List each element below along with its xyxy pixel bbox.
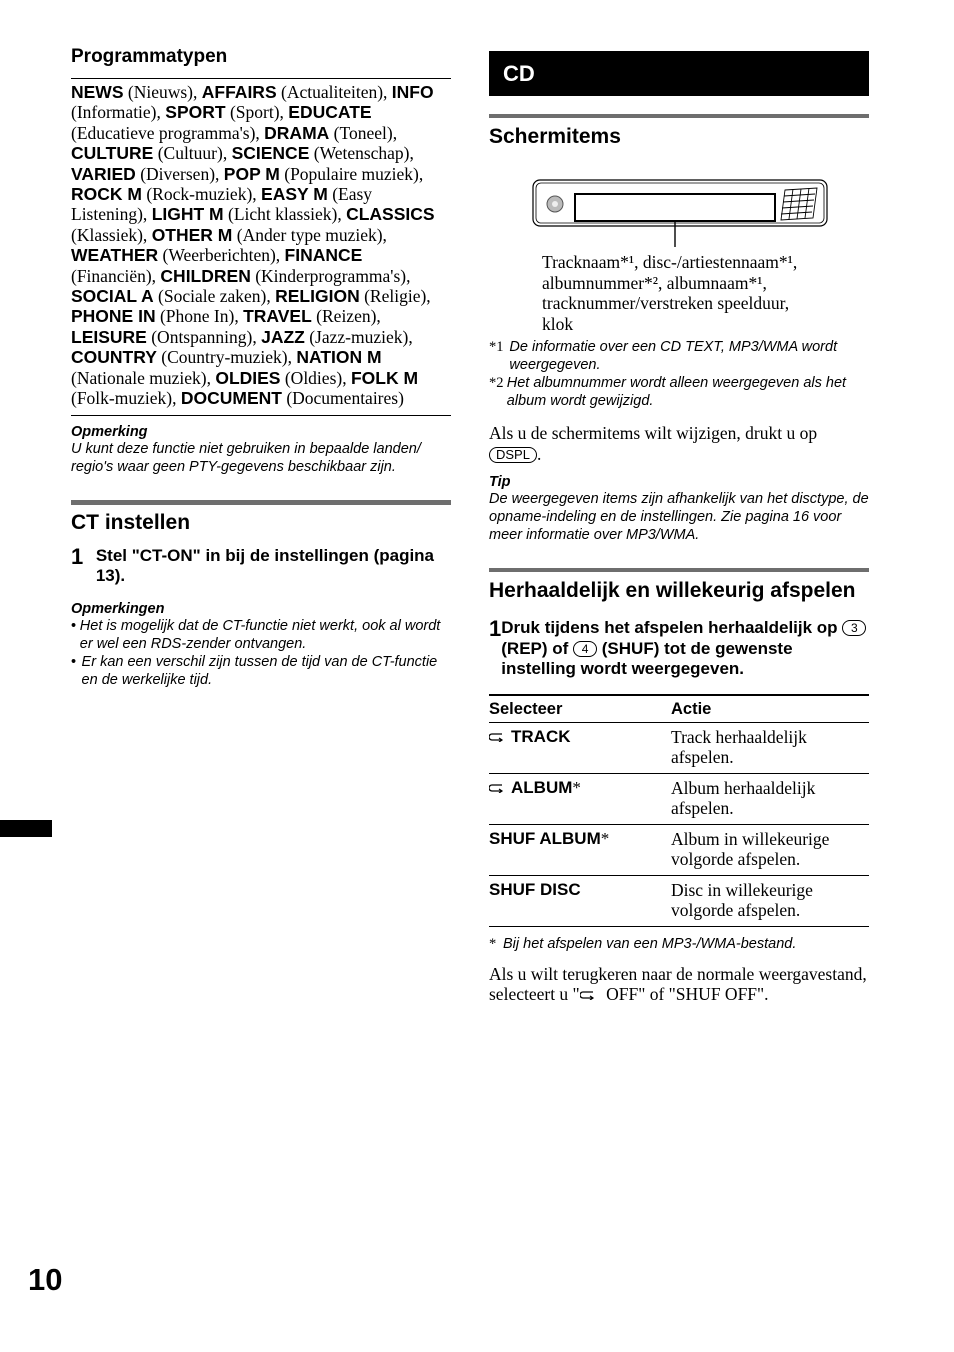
column-header: Selecteer xyxy=(489,695,671,723)
footnote-star: * xyxy=(572,777,581,797)
select-label: ALBUM xyxy=(511,777,573,797)
bullet-text: Het is mogelijk dat de CT-functie niet werkt, ook al wordt er wel een RDS-zender ontvangen. xyxy=(79,617,441,652)
table-footnote xyxy=(489,935,869,953)
bullet-icon: • xyxy=(71,653,77,670)
programme-code: OLDIES xyxy=(215,367,281,388)
cd-header-bar: CD xyxy=(489,51,869,96)
return-text: Als u wilt terugkeren naar de normale weergavestand, selecteert u " xyxy=(489,963,867,1004)
programme-code: RELIGION xyxy=(275,286,360,307)
button-4[interactable]: 4 xyxy=(573,641,597,657)
repeat-icon xyxy=(580,990,596,1000)
repeat-icon xyxy=(489,732,505,742)
action-cell: Disc in willekeurige volgorde afspelen. xyxy=(671,875,869,926)
select-cell xyxy=(489,824,671,875)
change-instruction xyxy=(489,423,869,464)
programme-code: NATION M xyxy=(296,347,382,368)
section-divider xyxy=(71,500,451,505)
programme-description: (Informatie), xyxy=(71,102,166,123)
programme-code: SOCIAL A xyxy=(71,286,154,307)
programme-description: (Wetenschap), xyxy=(309,143,414,164)
caption-line: Tracknaam*¹, disc-/artiestennaam*¹, xyxy=(542,252,798,272)
right-column xyxy=(489,51,869,1005)
programme-code: CULTURE xyxy=(71,143,154,164)
list-item xyxy=(71,617,451,653)
table-row xyxy=(489,824,869,875)
programme-description: (Ander type muziek), xyxy=(232,224,387,245)
bullet-icon: • xyxy=(71,617,77,634)
footnote-mark: *2 xyxy=(489,375,504,391)
programme-description: (Documentaires) xyxy=(281,388,404,409)
programme-description: (Nieuws), xyxy=(123,82,202,102)
step-text-part: (SHUF) tot de gewenste instelling wordt weergegeven. xyxy=(501,638,793,678)
select-label: SHUF ALBUM xyxy=(489,828,601,848)
programme-code: AFFAIRS xyxy=(201,82,277,102)
table-row xyxy=(489,773,869,824)
programme-code: ROCK M xyxy=(71,184,142,205)
programme-code: FOLK M xyxy=(350,367,419,388)
step-number: 1 xyxy=(71,543,84,569)
step-number: 1 xyxy=(489,616,502,641)
dspl-button[interactable]: DSPL xyxy=(489,447,537,463)
table-header-row xyxy=(489,695,869,723)
programme-description: (Sport), xyxy=(225,102,289,123)
column-header: Actie xyxy=(671,695,869,723)
bullet-text: Er kan een verschil zijn tussen de tijd van de CT-functie en de werkelijke tijd. xyxy=(81,653,438,688)
herhaal-step xyxy=(489,618,869,680)
programme-description: (Weerberichten), xyxy=(158,245,285,266)
programme-description: (Jazz-muziek), xyxy=(304,326,413,347)
change-text: Als u de schermitems wilt wijzigen, drukt u op xyxy=(489,423,818,443)
programme-code: LEISURE xyxy=(71,326,147,347)
tip-text: De weergegeven items zijn afhankelijk van het disctype, de opname-indeling en de instellingen. Zie pagina 16 voor meer informatie over MP3/WMA. xyxy=(489,491,869,543)
programme-code: SCIENCE xyxy=(231,143,310,164)
return-text-end: OFF" of "SHUF OFF". xyxy=(601,984,769,1004)
footnote-mark: * xyxy=(489,935,497,952)
ct-section-title: CT instellen xyxy=(71,510,191,534)
footnote-text: Het albumnummer wordt alleen weergegeven als het album wordt gewijzigd. xyxy=(506,375,847,409)
caption-line: albumnummer*², albumnaam*¹, xyxy=(542,272,767,293)
section-divider xyxy=(489,114,869,118)
footnote xyxy=(489,338,869,374)
footnote-text: Bij het afspelen van een MP3-/WMA-bestand. xyxy=(503,935,797,952)
select-label: TRACK xyxy=(511,726,571,746)
programme-description: (Populaire muziek), xyxy=(279,163,424,184)
schermitems-title: Schermitems xyxy=(489,125,621,148)
programme-code: FINANCE xyxy=(284,245,363,266)
note-text: U kunt deze functie niet gebruiken in bepaalde landen/ regio's waar geen PTY-gegevens beschikbaar zijn. xyxy=(71,440,421,475)
programme-code: NEWS xyxy=(71,82,124,102)
select-label: SHUF DISC xyxy=(489,879,581,899)
programme-code: DOCUMENT xyxy=(180,388,282,409)
programme-type-list xyxy=(71,82,451,416)
programme-description: (Financiën), xyxy=(71,265,161,286)
step-text xyxy=(501,618,869,680)
programme-code: COUNTRY xyxy=(71,347,157,368)
footnote xyxy=(489,374,869,410)
programme-code: POP M xyxy=(223,163,280,184)
programme-description: (Educatieve programma's), xyxy=(71,122,265,143)
programme-code: CHILDREN xyxy=(160,265,251,286)
programme-description: (Kinderprogramma's), xyxy=(250,265,411,286)
left-column xyxy=(71,44,451,689)
programme-code: SPORT xyxy=(165,102,226,123)
programme-code: JAZZ xyxy=(261,326,305,347)
caption-line: tracknummer/verstreken speelduur, xyxy=(542,293,790,313)
table-row xyxy=(489,722,869,773)
display-illustration xyxy=(489,160,869,334)
programme-description: (Folk-muziek), xyxy=(71,388,181,409)
programme-description: (Ontspanning), xyxy=(146,326,262,347)
side-tab-marker xyxy=(0,820,52,837)
programme-description: (Phone In), xyxy=(155,306,244,327)
programmatypen-heading: Programmatypen xyxy=(71,44,451,79)
notes-heading: Opmerkingen xyxy=(71,600,165,617)
programme-description: (Nationale muziek), xyxy=(71,367,216,388)
programme-description: (Klassiek), xyxy=(71,224,152,245)
page-number: 10 xyxy=(28,1262,63,1297)
programme-description: (Oldies), xyxy=(280,367,351,388)
programme-code: EDUCATE xyxy=(288,102,372,123)
programme-description: (Easy Listening), xyxy=(71,184,373,225)
note-heading: Opmerking xyxy=(71,423,148,440)
select-cell xyxy=(489,722,671,773)
programme-code: WEATHER xyxy=(71,245,159,266)
programme-description: (Licht klassiek), xyxy=(223,204,347,225)
change-end: . xyxy=(536,443,542,464)
programme-description: (Sociale zaken), xyxy=(153,286,276,307)
step-text-part: (REP) of xyxy=(501,638,569,658)
programme-code: VARIED xyxy=(71,163,136,184)
programme-code: PHONE IN xyxy=(71,306,156,327)
return-instruction xyxy=(489,964,869,1005)
programme-code: OTHER M xyxy=(151,224,233,245)
programme-code: TRAVEL xyxy=(243,306,312,327)
programme-description: (Rock-muziek), xyxy=(141,184,262,205)
programme-code: EASY M xyxy=(261,184,328,205)
programme-code: DRAMA xyxy=(264,122,330,143)
programme-description: (Toneel), xyxy=(329,122,398,143)
programme-description: (Reizen), xyxy=(311,306,381,327)
repeat-icon xyxy=(489,783,505,793)
programme-description: (Diversen), xyxy=(135,163,224,184)
action-cell: Album in willekeurige volgorde afspelen. xyxy=(671,824,869,875)
programme-code: INFO xyxy=(391,82,434,102)
programme-description: (Actualiteiten), xyxy=(276,82,392,102)
programme-code: CLASSICS xyxy=(346,204,435,225)
tip-heading: Tip xyxy=(489,474,511,490)
footnote-mark: *1 xyxy=(489,339,504,355)
programme-code: LIGHT M xyxy=(151,204,224,225)
list-item xyxy=(71,653,451,689)
programme-description: (Cultuur), xyxy=(153,143,232,164)
step-text-part: Druk tijdens het afspelen herhaaldelijk op xyxy=(501,618,838,637)
action-cell: Album herhaaldelijk afspelen. xyxy=(671,773,869,824)
herhaal-title: Herhaaldelijk en willekeurig afspelen xyxy=(489,579,856,602)
footnote-text: De informatie over een CD TEXT, MP3/WMA wordt weergegeven. xyxy=(509,339,838,373)
programme-description: (Religie), xyxy=(359,286,431,307)
selection-table xyxy=(489,694,869,927)
footnote-star: * xyxy=(600,828,610,848)
step-text: Stel "CT-ON" in bij de instellingen (pagina 13). xyxy=(95,545,435,585)
programme-description: (Country-muziek), xyxy=(156,347,297,368)
button-3[interactable]: 3 xyxy=(842,620,866,636)
action-cell: Track herhaaldelijk afspelen. xyxy=(671,722,869,773)
select-cell xyxy=(489,773,671,824)
ct-step xyxy=(71,543,451,587)
display-caption xyxy=(542,252,862,334)
caption-line: klok xyxy=(542,313,574,334)
table-row xyxy=(489,875,869,926)
select-cell xyxy=(489,875,671,926)
section-divider xyxy=(489,568,869,572)
